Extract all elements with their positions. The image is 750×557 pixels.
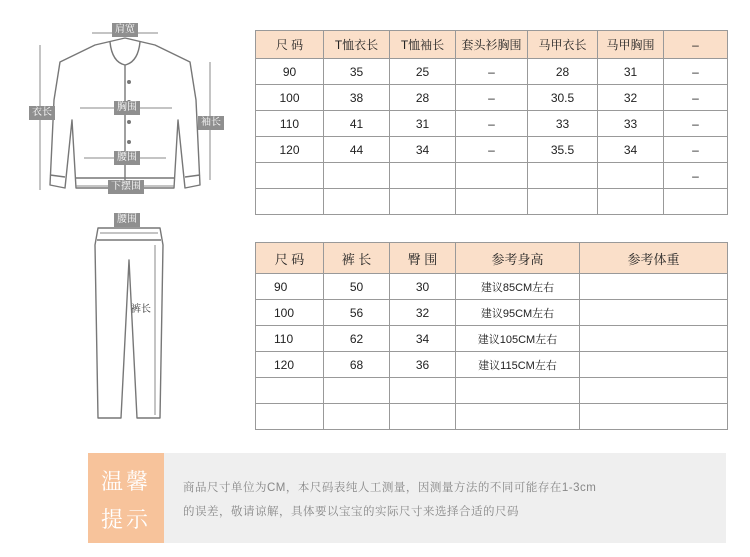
table-cell — [324, 189, 390, 215]
table-cell: 56 — [324, 300, 390, 326]
notice-panel — [88, 453, 726, 543]
table-cell: 32 — [390, 300, 456, 326]
table-cell: 36 — [390, 352, 456, 378]
header-cell: 马甲胸围 — [598, 31, 664, 59]
table-cell: – — [664, 163, 728, 189]
table-cell: 28 — [390, 85, 456, 111]
table-row — [256, 189, 728, 215]
table-cell: 110 — [256, 111, 324, 137]
table-cell — [664, 189, 728, 215]
table-cell: 100 — [256, 85, 324, 111]
header-cell: 裤 长 — [324, 243, 390, 274]
table-row — [256, 111, 728, 137]
table-cell: 建议95CM左右 — [456, 300, 580, 326]
table-cell — [580, 378, 728, 404]
table-row — [256, 85, 728, 111]
table-cell: – — [664, 111, 728, 137]
table-row — [256, 59, 728, 85]
table-cell: 110 — [256, 326, 324, 352]
pants-size-table — [255, 242, 728, 430]
label-waist: 腰围 — [114, 151, 140, 165]
pants-outline — [95, 228, 163, 418]
table-header-row — [256, 243, 728, 274]
notice-title-line2: 提示 — [100, 508, 151, 533]
header-cell: 尺 码 — [256, 243, 324, 274]
table-cell: 28 — [528, 59, 598, 85]
table-cell: 25 — [390, 59, 456, 85]
table-cell: 31 — [390, 111, 456, 137]
table-row — [256, 137, 728, 163]
table-cell: 30.5 — [528, 85, 598, 111]
label-hem: 下摆围 — [108, 180, 144, 194]
table-cell: – — [664, 59, 728, 85]
table-cell: 建议105CM左右 — [456, 326, 580, 352]
notice-text-line2: 的误差，敬请谅解，具体要以宝宝的实际尺寸来选择合适的尺码 — [183, 506, 519, 518]
shirt-collar — [110, 42, 140, 65]
label-sleeve: 袖长 — [198, 116, 224, 130]
table-cell — [390, 189, 456, 215]
table-cell — [256, 163, 324, 189]
header-cell: 尺 码 — [256, 31, 324, 59]
table-row — [256, 404, 728, 430]
table-cell — [580, 300, 728, 326]
table-cell: 32 — [598, 85, 664, 111]
table-row — [256, 352, 728, 378]
table-cell — [324, 404, 390, 430]
table-cell: 33 — [598, 111, 664, 137]
table-cell — [580, 274, 728, 300]
table-cell — [256, 378, 324, 404]
table-cell — [598, 189, 664, 215]
table-cell — [456, 404, 580, 430]
table-cell — [390, 378, 456, 404]
table-cell: 90 — [256, 59, 324, 85]
table-cell — [390, 404, 456, 430]
table-cell: 68 — [324, 352, 390, 378]
header-cell: 马甲衣长 — [528, 31, 598, 59]
notice-text-line1: 商品尺寸单位为CM，本尺码表纯人工测量，因测量方法的不同可能存在1-3cm — [183, 482, 597, 494]
table-cell: – — [664, 85, 728, 111]
table-cell — [528, 189, 598, 215]
table-cell: 建议115CM左右 — [456, 352, 580, 378]
table-cell — [456, 378, 580, 404]
table-row — [256, 300, 728, 326]
notice-title-box — [88, 453, 164, 543]
table-cell — [528, 163, 598, 189]
table-cell: – — [456, 137, 528, 163]
table-cell — [456, 189, 528, 215]
table-cell: 120 — [256, 352, 324, 378]
table-cell — [256, 404, 324, 430]
table-cell: 34 — [390, 137, 456, 163]
label-length: 衣长 — [29, 106, 55, 120]
header-cell: 套头衫胸围 — [456, 31, 528, 59]
table-cell — [580, 326, 728, 352]
top-size-table — [255, 30, 728, 215]
table-cell: 62 — [324, 326, 390, 352]
notice-title-line1: 温馨 — [100, 470, 151, 495]
label-chest: 胸围 — [114, 101, 140, 115]
table-cell: 30 — [390, 274, 456, 300]
table-cell: 50 — [324, 274, 390, 300]
table-cell: 34 — [390, 326, 456, 352]
table-row — [256, 326, 728, 352]
label-pants-waist: 腰围 — [114, 213, 140, 227]
label-shoulder: 肩宽 — [112, 23, 138, 37]
table-cell: 35.5 — [528, 137, 598, 163]
table-row — [256, 274, 728, 300]
table-cell — [598, 163, 664, 189]
table-cell — [390, 163, 456, 189]
label-pants-length: 裤长 — [131, 304, 151, 315]
table-row — [256, 163, 728, 189]
table-cell: 建议85CM左右 — [456, 274, 580, 300]
table-cell: – — [456, 59, 528, 85]
table-cell — [324, 163, 390, 189]
table-cell — [580, 352, 728, 378]
table-cell: 31 — [598, 59, 664, 85]
table-cell: 120 — [256, 137, 324, 163]
table-cell — [580, 404, 728, 430]
table-cell: 44 — [324, 137, 390, 163]
header-cell: 臀 围 — [390, 243, 456, 274]
table-header-row — [256, 31, 728, 59]
header-cell: 参考身高 — [456, 243, 580, 274]
table-cell: 33 — [528, 111, 598, 137]
table-cell: 90 — [256, 274, 324, 300]
table-cell — [324, 378, 390, 404]
table-cell — [456, 163, 528, 189]
table-cell: 38 — [324, 85, 390, 111]
table-cell: – — [664, 137, 728, 163]
table-cell — [256, 189, 324, 215]
garment-figure — [0, 0, 250, 430]
header-cell: – — [664, 31, 728, 59]
header-cell: T恤袖长 — [390, 31, 456, 59]
header-cell: T恤衣长 — [324, 31, 390, 59]
table-row — [256, 378, 728, 404]
table-cell: 35 — [324, 59, 390, 85]
table-cell: 41 — [324, 111, 390, 137]
table-cell: – — [456, 111, 528, 137]
table-cell: – — [456, 85, 528, 111]
header-cell: 参考体重 — [580, 243, 728, 274]
table-cell: 34 — [598, 137, 664, 163]
table-cell: 100 — [256, 300, 324, 326]
